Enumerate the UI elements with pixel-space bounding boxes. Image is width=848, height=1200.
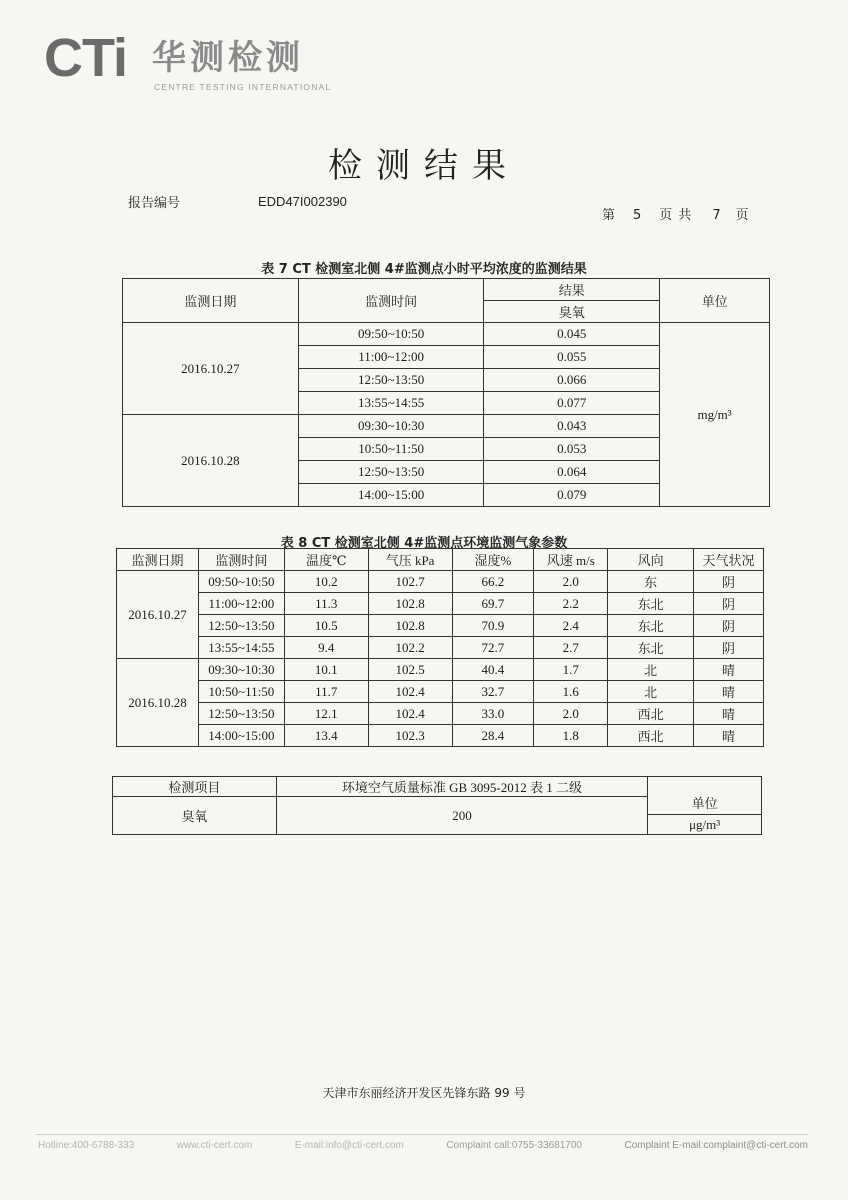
table8-windspeed-cell: 1.6 [534,681,608,703]
report-number-label: 报告编号 [128,196,181,211]
table7-ozone-value-cell: 0.043 [484,415,660,438]
footer-contacts [38,1140,808,1151]
table8-humidity-cell: 32.7 [452,681,534,703]
table8-pressure-cell: 102.5 [368,659,452,681]
standard-table [112,776,762,835]
page-title: 检测结果 [328,146,520,186]
table8-weather-cell: 晴 [694,703,764,725]
table7-time-cell: 09:50~10:50 [298,323,484,346]
table8-winddir-cell: 北 [608,659,694,681]
footer-website[interactable]: www.cti-cert.com [176,1140,253,1151]
table8-time-cell: 11:00~12:00 [198,593,284,615]
table-row [117,659,764,681]
table-row [117,593,764,615]
report-number-value: EDD47I002390 [258,194,347,209]
table7-time-cell: 10:50~11:50 [298,438,484,461]
table7 [122,278,770,507]
table7-time-cell: 12:50~13:50 [298,369,484,392]
table7-ozone-value-cell: 0.053 [484,438,660,461]
table7-time-cell: 14:00~15:00 [298,484,484,507]
table7-ozone-value-cell: 0.079 [484,484,660,507]
table8-weather-cell: 晴 [694,659,764,681]
table7-date-cell: 2016.10.27 [123,323,299,415]
table8-temp-cell: 11.7 [284,681,368,703]
table7-time-cell: 09:30~10:30 [298,415,484,438]
standard-item-value: 臭氧 [113,797,277,835]
table8-weather-cell: 晴 [694,725,764,747]
table7-header-result: 结果 [484,279,660,301]
table8-windspeed-cell: 2.4 [534,615,608,637]
footer-divider [36,1134,808,1135]
table8-winddir-cell: 东北 [608,615,694,637]
table8-winddir-cell: 西北 [608,725,694,747]
table8-time-cell: 09:50~10:50 [198,571,284,593]
table8-temp-cell: 12.1 [284,703,368,725]
table8-pressure-cell: 102.8 [368,615,452,637]
standard-header-item: 检测项目 [113,777,277,797]
table8-header-cell: 风速 m/s [534,549,608,571]
table8-winddir-cell: 东北 [608,593,694,615]
table8-windspeed-cell: 2.2 [534,593,608,615]
table8-date-cell: 2016.10.28 [117,659,199,747]
footer-complaint-email[interactable]: Complaint E-mail:complaint@cti-cert.com [624,1140,808,1151]
table8-header-cell: 监测时间 [198,549,284,571]
table8-weather-cell: 阴 [694,615,764,637]
table8-windspeed-cell: 2.0 [534,703,608,725]
table8-time-cell: 12:50~13:50 [198,703,284,725]
table8-winddir-cell: 东北 [608,637,694,659]
standard-unit-value: μg/m³ [648,815,762,835]
table8-windspeed-cell: 2.0 [534,571,608,593]
table8-weather-cell: 阴 [694,593,764,615]
table-row [117,637,764,659]
table8 [116,548,764,747]
page-prefix: 第 [602,208,616,223]
table7-header-date: 监测日期 [123,279,299,323]
table7-date-cell: 2016.10.28 [123,415,299,507]
table8-temp-cell: 10.5 [284,615,368,637]
table8-winddir-cell: 西北 [608,703,694,725]
table-row [123,323,770,346]
table8-caption: 表 8 CT 检测室北侧 4#监测点环境监测气象参数 [280,536,568,551]
table-row [117,703,764,725]
table8-time-cell: 14:00~15:00 [198,725,284,747]
table8-pressure-cell: 102.4 [368,703,452,725]
table8-header-cell: 温度℃ [284,549,368,571]
company-logo [44,28,344,98]
table-row [117,681,764,703]
table8-header-cell: 风向 [608,549,694,571]
logo-chinese-name: 华测检测 [152,38,304,78]
table-row [117,571,764,593]
table8-header-cell: 湿度% [452,549,534,571]
page-indicator [602,204,749,223]
table-row [117,725,764,747]
table8-humidity-cell: 70.9 [452,615,534,637]
standard-header-standard: 环境空气质量标准 GB 3095-2012 表 1 二级 [276,777,648,797]
table8-header-cell: 监测日期 [117,549,199,571]
table8-temp-cell: 9.4 [284,637,368,659]
table-row [117,615,764,637]
standard-limit-value: 200 [276,797,648,835]
table7-header-unit: 单位 [660,279,770,323]
table8-pressure-cell: 102.4 [368,681,452,703]
table7-ozone-value-cell: 0.055 [484,346,660,369]
logo-mark: CTi [44,28,128,88]
table7-ozone-value-cell: 0.045 [484,323,660,346]
page-suffix: 页 [735,208,749,223]
table7-header-ozone: 臭氧 [484,301,660,323]
page-total: 7 [712,208,721,223]
standard-header-unit: 单位 [648,777,762,815]
table7-time-cell: 11:00~12:00 [298,346,484,369]
table8-pressure-cell: 102.3 [368,725,452,747]
table8-pressure-cell: 102.2 [368,637,452,659]
table8-time-cell: 12:50~13:50 [198,615,284,637]
table8-date-cell: 2016.10.27 [117,571,199,659]
footer-complaint-call: Complaint call:0755-33681700 [446,1140,582,1151]
table7-ozone-value-cell: 0.066 [484,369,660,392]
table8-windspeed-cell: 1.7 [534,659,608,681]
table8-pressure-cell: 102.7 [368,571,452,593]
table7-time-cell: 12:50~13:50 [298,461,484,484]
table8-humidity-cell: 33.0 [452,703,534,725]
logo-english-name: CENTRE TESTING INTERNATIONAL [154,82,332,92]
table8-winddir-cell: 东 [608,571,694,593]
footer-address: 天津市东丽经济开发区先锋东路 99 号 [322,1086,526,1100]
table8-windspeed-cell: 2.7 [534,637,608,659]
table7-header-time: 监测时间 [298,279,484,323]
table7-ozone-value-cell: 0.077 [484,392,660,415]
table7-caption: 表 7 CT 检测室北侧 4#监测点小时平均浓度的监测结果 [261,262,587,277]
page-current: 5 [633,208,642,223]
footer-email[interactable]: E-mail:info@cti-cert.com [294,1140,404,1151]
table8-header-cell: 气压 kPa [368,549,452,571]
table8-humidity-cell: 40.4 [452,659,534,681]
table8-header-cell: 天气状况 [694,549,764,571]
table7-unit-cell: mg/m³ [660,323,770,507]
table8-humidity-cell: 28.4 [452,725,534,747]
table8-windspeed-cell: 1.8 [534,725,608,747]
table7-ozone-value-cell: 0.064 [484,461,660,484]
table7-time-cell: 13:55~14:55 [298,392,484,415]
footer-hotline: Hotline:400-6788-333 [38,1140,135,1151]
table8-temp-cell: 10.1 [284,659,368,681]
table8-weather-cell: 阴 [694,571,764,593]
table8-temp-cell: 13.4 [284,725,368,747]
table8-temp-cell: 11.3 [284,593,368,615]
table8-winddir-cell: 北 [608,681,694,703]
page-middle: 页共 [659,208,698,223]
table8-time-cell: 13:55~14:55 [198,637,284,659]
table8-humidity-cell: 69.7 [452,593,534,615]
table8-pressure-cell: 102.8 [368,593,452,615]
table8-humidity-cell: 72.7 [452,637,534,659]
table8-weather-cell: 晴 [694,681,764,703]
table8-weather-cell: 阴 [694,637,764,659]
table8-humidity-cell: 66.2 [452,571,534,593]
table8-time-cell: 10:50~11:50 [198,681,284,703]
table8-temp-cell: 10.2 [284,571,368,593]
table8-time-cell: 09:30~10:30 [198,659,284,681]
